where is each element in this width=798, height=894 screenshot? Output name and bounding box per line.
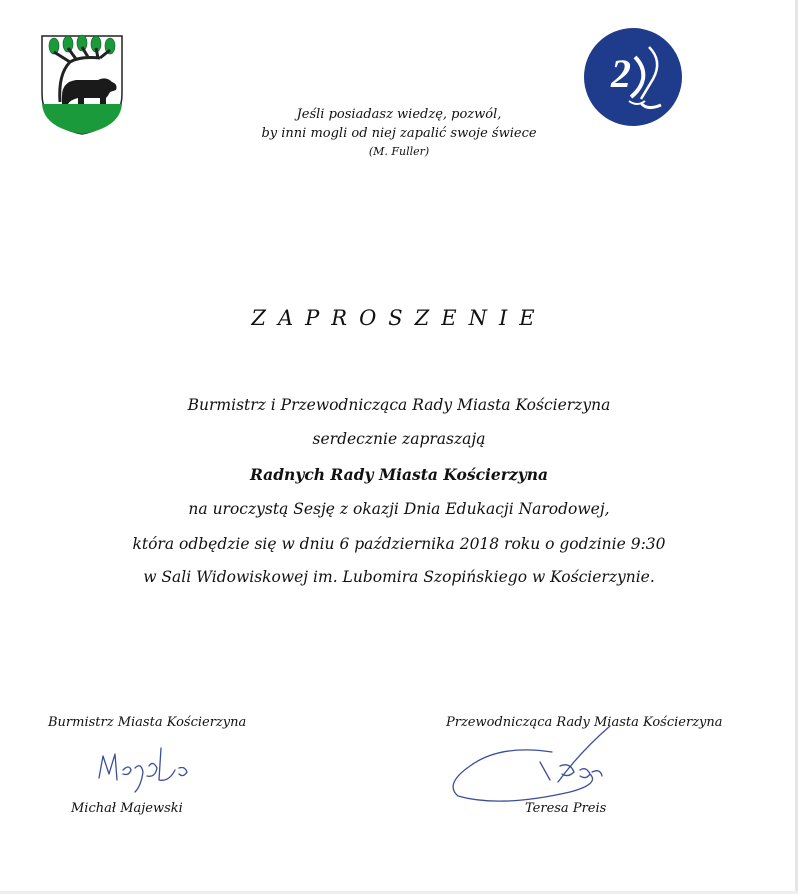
body-line-2: serdecznie zapraszają (312, 430, 486, 448)
right-signatory-name: Teresa Preis (525, 801, 607, 816)
motto-author: (M. Fuller) (368, 145, 430, 158)
left-signatory-name: Michał Majewski (71, 801, 183, 816)
body-line-4: na uroczystą Sesję z okazji Dnia Edukacji Narodowej, (188, 500, 610, 518)
left-signatory-role: Burmistrz Miasta Kościerzyna (48, 715, 247, 730)
motto-line-1: Jeśli posiadasz wiedzę, pozwól, (296, 107, 502, 122)
motto-line-2: by inni mogli od niej zapalić swoje świece (261, 126, 537, 141)
body-line-6: w Sali Widowiskowej im. Lubomira Szopińskiego w Kościerzynie. (143, 568, 655, 586)
body-line-5: która odbędzie się w dniu 6 października 2018 roku o godzinie 9:30 (132, 535, 666, 553)
left-handwritten-signature (95, 738, 195, 798)
right-signatory-role: Przewodnicząca Rady Miasta Kościerzyna (446, 715, 723, 730)
document-title: ZAPROSZENIE (251, 306, 547, 330)
body-line-1: Burmistrz i Przewodnicząca Rady Miasta Kościerzyna (187, 396, 611, 414)
body-line-invitees: Radnych Rady Miasta Kościerzyna (249, 465, 549, 484)
logo-number: 2 (611, 51, 631, 96)
right-handwritten-signature (440, 722, 630, 807)
